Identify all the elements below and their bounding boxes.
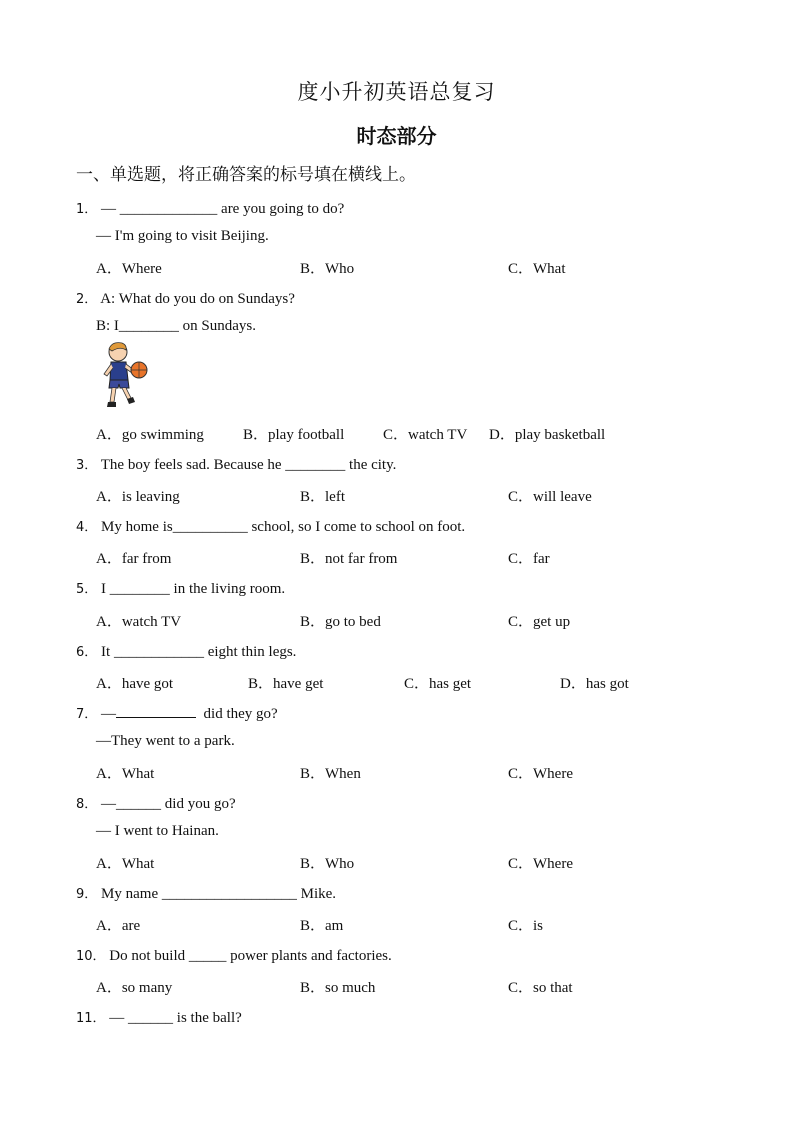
question-text: A: What do you do on Sundays? (100, 291, 295, 307)
option-b[interactable]: B．When (300, 766, 361, 782)
option-a[interactable]: A．have got (96, 676, 174, 692)
option-c[interactable]: C．will leave (508, 489, 592, 505)
option-b[interactable]: B．not far from (300, 551, 398, 567)
option-b[interactable]: B．left (300, 489, 345, 505)
question-10 (76, 945, 392, 965)
question-number: 1． (76, 202, 98, 217)
question-number: 6． (76, 645, 98, 660)
option-a[interactable]: A．Where (96, 261, 162, 277)
question-1 (76, 198, 344, 218)
question-number: 7． (76, 707, 98, 722)
question-text: My home is__________ school, so I come to school on foot. (101, 519, 466, 535)
option-a[interactable]: A．What (96, 766, 155, 782)
option-a[interactable]: A．go swimming (96, 427, 204, 443)
option-c[interactable]: C．has get (404, 676, 472, 692)
question-text: —______ did you go? (101, 796, 236, 812)
option-b[interactable]: B．go to bed (300, 614, 381, 630)
question-number: 8． (76, 797, 98, 812)
option-d[interactable]: D．has got (560, 676, 629, 692)
question-number: 3． (76, 458, 98, 473)
option-a[interactable]: A．far from (96, 551, 172, 567)
question-8 (76, 793, 236, 813)
option-a[interactable]: A．so many (96, 980, 173, 996)
question-text: I ________ in the living room. (101, 581, 286, 597)
answer-line: B: I________ on Sundays. (96, 318, 257, 334)
question-text: — ______ is the ball? (109, 1010, 242, 1026)
option-a[interactable]: A．are (96, 918, 141, 934)
option-c[interactable]: C．get up (508, 614, 571, 630)
question-number: 2． (76, 292, 98, 307)
option-b[interactable]: B．am (300, 918, 344, 934)
option-c[interactable]: C．far (508, 551, 550, 567)
option-b[interactable]: B．Who (300, 261, 355, 277)
option-c[interactable]: C．so that (508, 980, 573, 996)
option-b[interactable]: B．so much (300, 980, 376, 996)
option-a[interactable]: A．What (96, 856, 155, 872)
option-b[interactable]: B．have get (248, 676, 324, 692)
question-number: 11． (76, 1011, 106, 1026)
blank-underline (116, 703, 196, 718)
document-title: 度小升初英语总复习 (297, 80, 496, 104)
question-5 (76, 578, 285, 598)
question-text: The boy feels sad. Because he ________ the city. (100, 457, 397, 473)
option-a[interactable]: A．watch TV (96, 614, 182, 630)
basketball-player-image (98, 340, 150, 410)
option-c[interactable]: C．What (508, 261, 566, 277)
dash: — (101, 706, 117, 722)
question-number: 9． (76, 887, 98, 902)
answer-line: —They went to a park. (96, 733, 235, 749)
option-b[interactable]: B．play football (243, 427, 345, 443)
question-11 (76, 1007, 242, 1027)
question-3 (76, 454, 396, 474)
option-d[interactable]: D．play basketball (489, 427, 606, 443)
question-text: — _____________ are you going to do? (101, 201, 345, 217)
option-b[interactable]: B．Who (300, 856, 355, 872)
question-7 (76, 703, 278, 723)
question-text: Do not build _____ power plants and factories. (109, 948, 392, 964)
question-9 (76, 883, 336, 903)
option-c[interactable]: C．watch TV (383, 427, 468, 443)
section-heading: 一、单选题，将正确答案的标号填在横线上。 (76, 165, 416, 185)
question-4 (76, 516, 465, 536)
answer-line: — I'm going to visit Beijing. (96, 228, 269, 244)
question-number: 5． (76, 582, 98, 597)
question-text: It ____________ eight thin legs. (101, 644, 297, 660)
question-6 (76, 641, 296, 661)
option-c[interactable]: C．Where (508, 856, 573, 872)
option-a[interactable]: A．is leaving (96, 489, 180, 505)
option-c[interactable]: C．is (508, 918, 544, 934)
question-2 (76, 288, 295, 308)
question-text: did they go? (203, 706, 278, 722)
question-text: My name __________________ Mike. (101, 886, 337, 902)
document-subtitle: 时态部分 (356, 124, 437, 148)
option-c[interactable]: C．Where (508, 766, 573, 782)
question-number: 10． (76, 949, 106, 964)
answer-line: — I went to Hainan. (96, 823, 219, 839)
question-number: 4． (76, 520, 98, 535)
